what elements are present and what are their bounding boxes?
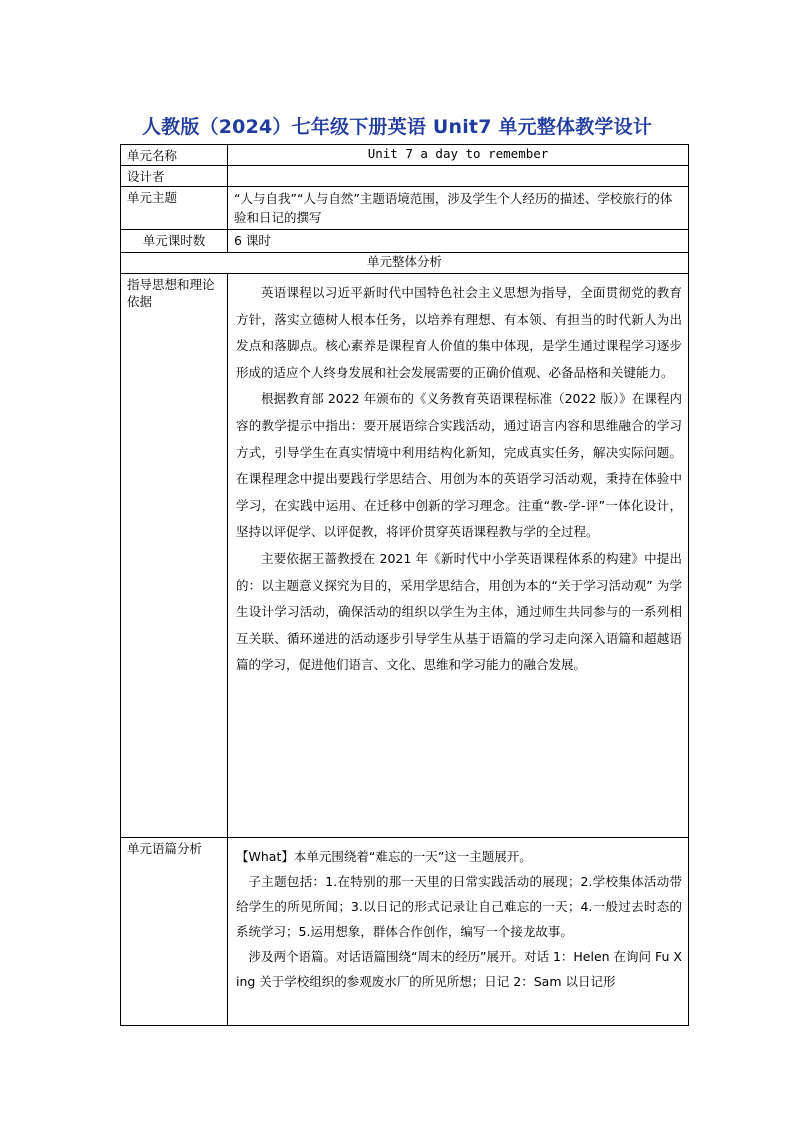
guidance-content xyxy=(228,274,689,838)
text-analysis-content xyxy=(228,838,689,1026)
guidance-label: 指导思想和理论依据 xyxy=(121,274,228,838)
guidance-paragraph: 主要依据王蔷教授在 2021 年《新时代中小学英语课程体系的构建》中提出的：以主题意义探究为目的，采用学思结合，用创为本的“关于学习活动观” 为学生设计学习活动，确保活动的组织以学生为主体，通过师生共同参与的一系列相互关联、循环递进的活动逐步引导学生从基于语篇的学习走向深入语篇和超越语篇的学习，促进他们语言、文化、思维和学习能力的融合发展。 xyxy=(236,550,682,673)
text-analysis-paragraph: 【What】本单元围绕着“难忘的一天”这一主题展开。 xyxy=(236,849,532,864)
theme-label: 单元主题 xyxy=(121,187,228,230)
design-table xyxy=(120,144,689,1026)
hours-label: 单元课时数 xyxy=(121,230,228,253)
hours-value: 6 课时 xyxy=(228,230,689,253)
unit-name-value: Unit 7 a day to remember xyxy=(228,145,689,166)
row-text-analysis xyxy=(121,838,689,1026)
designer-value xyxy=(228,166,689,187)
row-guidance xyxy=(121,274,689,838)
guidance-paragraph: 英语课程以习近平新时代中国特色社会主义思想为指导，全面贯彻党的教育方针，落实立德树人根本任务，以培养有理想、有本领、有担当的时代新人为出发点和落脚点。核心素养是课程育人价值的集中体现，是学生通过课程学习逐步形成的适应个人终身发展和社会发展需要的正确价值观、必备品格和关键能力。 xyxy=(236,285,682,380)
section-header: 单元整体分析 xyxy=(121,253,689,274)
row-theme xyxy=(121,187,689,230)
guidance-paragraph: 根据教育部 2022 年颁布的《义务教育英语课程标准（2022 版）》在课程内容的教学提示中指出：要开展语综合实践活动，通过语言内容和思维融合的学习方式，引导学生在真实情境中利用结构化新知，完成真实任务，解决实际问题。在课程理念中提出要践行学思结合、用创为本的英语学习活动观，秉持在体验中学习，在实践中运用、在迁移中创新的学习理念。注重“教-学-评”一体化设计，坚持以评促学、以评促教，将评价贯穿英语课程教与学的全过程。 xyxy=(236,391,682,540)
text-analysis-paragraph: 子主题包括：1.在特别的那一天里的日常实践活动的展现；2.学校集体活动带给学生的所见所闻；3.以日记的形式记录让自己难忘的一天；4.一般过去时态的系统学习；5.运用想象，群体合作创作，编写一个接龙故事。 xyxy=(236,874,682,939)
document-title: 人教版（2024）七年级下册英语 Unit7 单元整体教学设计 xyxy=(141,116,653,138)
row-hours xyxy=(121,230,689,253)
text-analysis-label: 单元语篇分析 xyxy=(121,838,228,1026)
text-analysis-paragraph: 涉及两个语篇。对话语篇围绕“周末的经历”展开。对话 1：Helen 在询问 Fu Xing 关于学校组织的参观废水厂的所见所想；日记 2：Sam 以日记形 xyxy=(236,949,682,989)
unit-name-label: 单元名称 xyxy=(121,145,228,166)
row-section-header xyxy=(121,253,689,274)
row-unit-name xyxy=(121,145,689,166)
designer-label: 设计者 xyxy=(121,166,228,187)
theme-value: “人与自我”“人与自然”主题语境范围，涉及学生个人经历的描述、学校旅行的体验和日记的撰写 xyxy=(228,187,689,230)
row-designer xyxy=(121,166,689,187)
